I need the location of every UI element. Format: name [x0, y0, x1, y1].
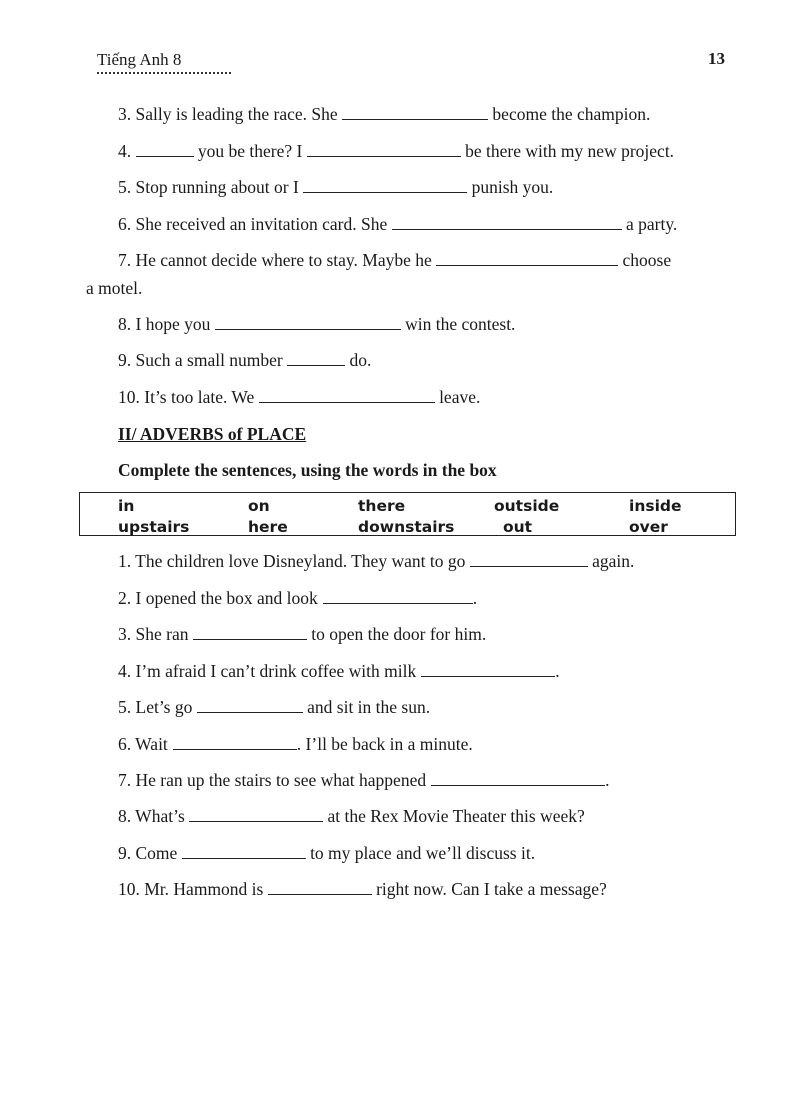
- answer-blank[interactable]: [182, 842, 306, 859]
- instruction: Complete the sentences, using the words in the box: [118, 460, 497, 480]
- item-text: 9. Come: [118, 843, 178, 863]
- item-text: .: [555, 661, 560, 681]
- header-title: Tiếng Anh 8: [97, 50, 231, 74]
- word-downstairs: downstairs: [358, 518, 455, 536]
- answer-blank[interactable]: [303, 176, 467, 193]
- answer-blank[interactable]: [436, 249, 618, 266]
- item-text: 10. Mr. Hammond is: [118, 879, 264, 899]
- answer-blank[interactable]: [431, 769, 605, 786]
- exercise-item: [118, 550, 634, 572]
- exercise-item: [118, 176, 553, 198]
- answer-blank[interactable]: [323, 587, 473, 604]
- item-text: 8. I hope you: [118, 314, 211, 334]
- item-text: 3. She ran: [118, 624, 189, 644]
- answer-blank[interactable]: [287, 349, 345, 366]
- item-text: a party.: [625, 214, 678, 234]
- item-text: 3. Sally is leading the race. She: [118, 104, 338, 124]
- item-text: 8. What’s: [118, 806, 185, 826]
- word-upstairs: upstairs: [118, 518, 190, 536]
- exercise-item: [118, 140, 674, 162]
- exercise-item: [118, 805, 585, 827]
- exercise-item: [118, 878, 607, 900]
- exercise-item: [118, 349, 371, 371]
- exercise-item: [118, 386, 480, 408]
- item-text: you be there? I: [197, 141, 303, 161]
- item-text: 1. The children love Disneyland. They want to go: [118, 551, 466, 571]
- answer-blank[interactable]: [470, 550, 588, 567]
- item-text: and sit in the sun.: [307, 697, 431, 717]
- answer-blank[interactable]: [215, 313, 401, 330]
- word-there: there: [358, 497, 406, 515]
- answer-blank[interactable]: [392, 213, 622, 230]
- item-text: to open the door for him.: [311, 624, 487, 644]
- item-text: leave.: [439, 387, 481, 407]
- exercise-item: [118, 660, 560, 682]
- exercise-item: [118, 696, 430, 718]
- answer-blank[interactable]: [307, 140, 461, 157]
- answer-blank[interactable]: [189, 805, 323, 822]
- item-text: 7. He cannot decide where to stay. Maybe he: [118, 250, 432, 270]
- item-text: 4.: [118, 141, 132, 161]
- exercise-item: [118, 213, 677, 235]
- section-title: II/ ADVERBS of PLACE: [118, 424, 307, 444]
- item-text: 5. Let’s go: [118, 697, 193, 717]
- answer-blank[interactable]: [342, 103, 488, 120]
- item-text: 4. I’m afraid I can’t drink coffee with milk: [118, 661, 417, 681]
- item-text: again.: [592, 551, 635, 571]
- answer-blank[interactable]: [421, 660, 555, 677]
- word-on: on: [248, 497, 270, 515]
- exercise-item: [118, 623, 486, 645]
- word-over: over: [629, 518, 668, 536]
- exercise-item: [118, 103, 650, 125]
- item-text: . I’ll be back in a minute.: [296, 734, 473, 754]
- item-text: 9. Such a small number: [118, 350, 283, 370]
- item-text: punish you.: [471, 177, 554, 197]
- item-text: become the champion.: [492, 104, 651, 124]
- item-text: 6. Wait: [118, 734, 168, 754]
- item-text: 5. Stop running about or I: [118, 177, 299, 197]
- page-number: 13: [708, 49, 725, 68]
- item-text: be there with my new project.: [465, 141, 675, 161]
- word-in: in: [118, 497, 135, 515]
- item-text: to my place and we’ll discuss it.: [310, 843, 536, 863]
- answer-blank[interactable]: [197, 696, 303, 713]
- exercise-item: [118, 733, 473, 755]
- item-text: choose: [622, 250, 672, 270]
- item-text: at the Rex Movie Theater this week?: [327, 806, 585, 826]
- exercise-item: [118, 313, 515, 335]
- item-text: 10. It’s too late. We: [118, 387, 255, 407]
- item-text: 6. She received an invitation card. She: [118, 214, 388, 234]
- answer-blank[interactable]: [259, 386, 435, 403]
- item-text: right now. Can I take a message?: [376, 879, 607, 899]
- item-text: 2. I opened the box and look: [118, 588, 318, 608]
- word-out: out: [503, 518, 533, 536]
- answer-blank[interactable]: [136, 140, 194, 157]
- exercise-item: [118, 249, 671, 271]
- exercise-item: [118, 769, 609, 791]
- answer-blank[interactable]: [268, 878, 372, 895]
- exercise-item: [118, 587, 477, 609]
- item-text: do.: [349, 350, 372, 370]
- exercise-item: [118, 842, 535, 864]
- item-text: .: [472, 588, 478, 608]
- item-text: win the contest.: [405, 314, 516, 334]
- item-text: 7. He ran up the stairs to see what happened: [118, 770, 427, 790]
- exercise-item-continuation: a motel.: [86, 278, 143, 298]
- word-here: here: [248, 518, 288, 536]
- answer-blank[interactable]: [193, 623, 307, 640]
- word-box: [79, 492, 736, 536]
- word-inside: inside: [629, 497, 682, 515]
- item-text: .: [605, 770, 610, 790]
- word-outside: outside: [494, 497, 560, 515]
- answer-blank[interactable]: [173, 733, 297, 750]
